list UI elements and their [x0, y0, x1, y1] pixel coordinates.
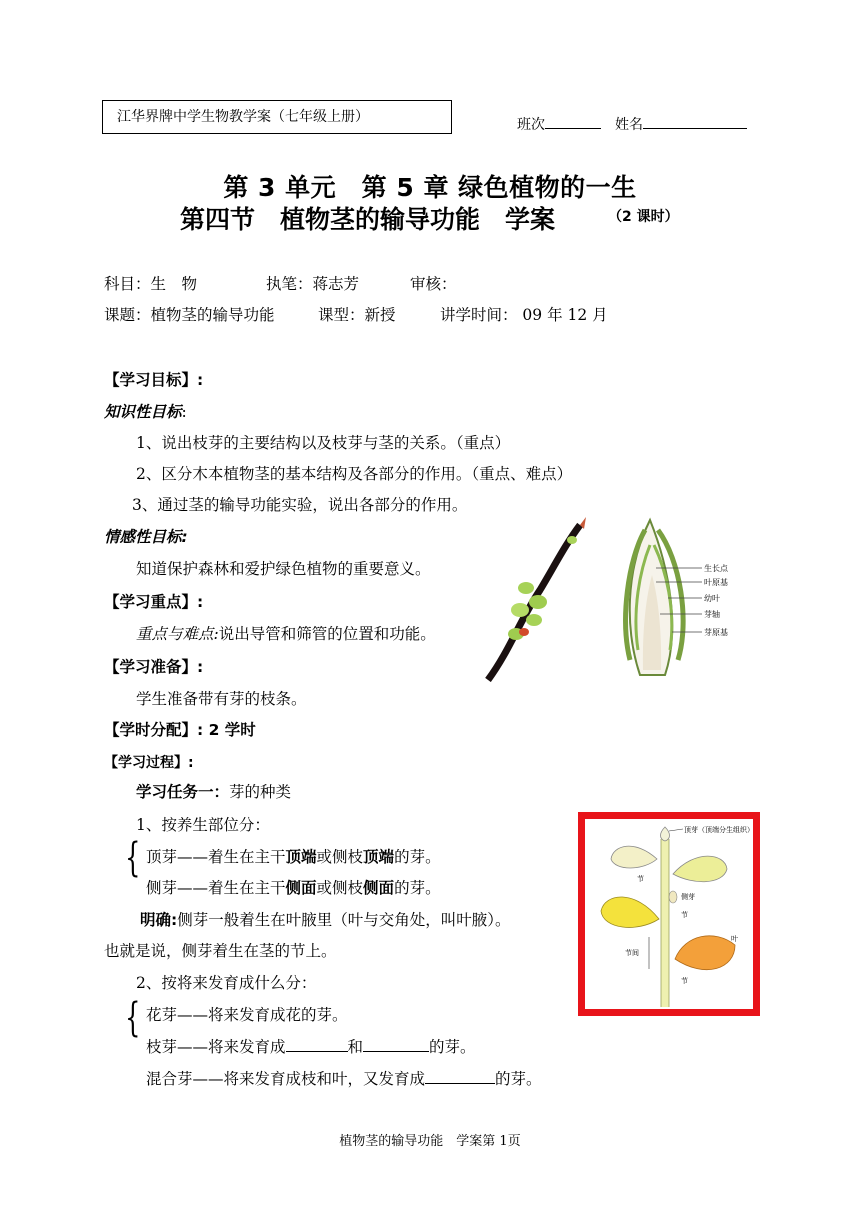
fig2-label-leaf: 叶 — [731, 935, 738, 943]
fig1-label-young-leaf: 幼叶 — [704, 594, 720, 603]
fig2-label-internode: 节间 — [625, 949, 639, 957]
brace-2: { — [125, 995, 141, 1041]
bud-side-c: 或侧枝 — [316, 879, 364, 897]
brace-1: { — [125, 835, 141, 881]
emotion-heading: 情感性目标: — [104, 528, 188, 546]
bud-top-b: 顶端 — [285, 848, 317, 866]
key-heading: 【学习重点】: — [104, 593, 204, 611]
meta-lesson-type: 课型：新授 — [318, 306, 396, 324]
class-label: 班次 — [517, 117, 545, 133]
page-footer: 植物茎的输导功能 学案第 1页 — [339, 1134, 521, 1149]
category-2: 2、按将来发育成什么分： — [136, 974, 317, 992]
class-blank — [545, 114, 601, 129]
fig1-label-bud-axis: 芽轴 — [704, 610, 720, 619]
meta-author: 执笔：蒋志芳 — [266, 275, 360, 293]
fig1-label-growing-point: 生长点 — [704, 564, 728, 573]
task1-text: 芽的种类 — [229, 783, 292, 801]
meta-subject: 科目：生 物 — [104, 275, 198, 293]
name-blank — [643, 114, 747, 129]
bud-top-e: 的芽。 — [394, 848, 441, 866]
bud-structure-figure — [480, 510, 752, 682]
time-heading: 【学时分配】: 2 学时 — [104, 721, 256, 739]
branch-blank-2 — [363, 1037, 429, 1052]
emotion-text: 知道保护森林和爱护绿色植物的重要意义。 — [136, 560, 431, 578]
clarify-text: 侧芽一般着生在叶腋里（叶与交角处，叫叶腋）。 — [177, 911, 511, 929]
branch-bud-a: 枝芽——将来发育成 — [146, 1038, 286, 1056]
stem-bud-svg — [585, 819, 753, 1009]
bud-side-a: 侧芽——着生在主干 — [146, 879, 286, 897]
mixed-bud-b: 的芽。 — [495, 1070, 542, 1088]
meta-reviewer: 审核： — [410, 275, 457, 293]
page-title-suffix: （2 课时） — [608, 209, 679, 225]
task1-label: 学习任务一： — [136, 783, 230, 801]
name-label: 姓名 — [615, 117, 643, 133]
school-header-box: 江华界牌中学生物教学案（七年级上册） — [102, 100, 452, 134]
page-title-line1: 第 3 单元 第 5 章 绿色植物的一生 — [223, 173, 637, 202]
bud-top-c: 或侧枝 — [316, 848, 364, 866]
fig2-label-side-bud: 侧芽 — [681, 893, 695, 901]
task1-line — [136, 780, 291, 802]
class-name-line — [517, 114, 747, 134]
goal-1: 1、说出枝芽的主要结构以及枝芽与茎的关系。（重点） — [136, 434, 511, 452]
fig1-label-leaf-primordium: 叶原基 — [704, 578, 728, 587]
branch-bud-c: 的芽。 — [429, 1038, 476, 1056]
flower-bud: 花芽——将来发育成花的芽。 — [146, 1006, 348, 1024]
bud-top-d: 顶端 — [363, 848, 395, 866]
knowledge-heading: 知识性目标 — [104, 403, 182, 421]
key-text: 说出导管和筛管的位置和功能。 — [218, 625, 436, 643]
bud-top-a: 顶芽——着生在主干 — [146, 848, 286, 866]
mixed-blank — [425, 1069, 495, 1084]
bud-side-line — [146, 876, 441, 898]
knowledge-colon: : — [181, 403, 187, 421]
clarify-line — [140, 908, 510, 930]
page-title-line2: 第四节 植物茎的输导功能 学案 — [180, 205, 556, 234]
goal-3: 3、通过茎的输导功能实验，说出各部分的作用。 — [132, 496, 468, 514]
fig2-label-node-1: 节 — [637, 875, 644, 883]
bud-side-b: 侧面 — [285, 879, 317, 897]
branch-blank-1 — [286, 1037, 348, 1052]
clarify-text-2: 也就是说，侧芽着生在茎的节上。 — [104, 942, 337, 960]
stem-bud-figure — [578, 812, 760, 1016]
category-1: 1、按养生部位分： — [136, 816, 270, 834]
key-label: 重点与难点: — [136, 625, 219, 643]
mixed-bud-line — [146, 1067, 542, 1089]
goal-2: 2、区分木本植物茎的基本结构及各部分的作用。（重点、难点） — [136, 465, 573, 483]
fig1-label-bud-primordium: 芽原基 — [704, 628, 728, 637]
knowledge-heading-line — [104, 400, 187, 422]
fig2-label-node-2: 节 — [681, 911, 688, 919]
bud-top-line — [146, 845, 441, 867]
prep-heading: 【学习准备】: — [104, 658, 204, 676]
fig2-label-node-3: 节 — [681, 977, 688, 985]
bud-structure-svg — [480, 510, 752, 682]
prep-text: 学生准备带有芽的枝条。 — [136, 690, 307, 708]
key-line — [136, 622, 436, 644]
goals-heading: 【学习目标】: — [104, 371, 204, 389]
fig2-label-top-bud: 顶芽（顶端分生组织） — [684, 826, 753, 834]
branch-bud-line — [146, 1035, 476, 1057]
process-heading: 【学习过程】: — [104, 755, 194, 771]
meta-time: 讲学时间： 09 年 12 月 — [440, 306, 608, 324]
mixed-bud-a: 混合芽——将来发育成枝和叶，又发育成 — [146, 1070, 426, 1088]
branch-bud-b: 和 — [347, 1038, 364, 1056]
clarify-label: 明确: — [140, 911, 178, 929]
bud-side-e: 的芽。 — [394, 879, 441, 897]
bud-side-d: 侧面 — [363, 879, 395, 897]
meta-topic: 课题：植物茎的输导功能 — [104, 306, 275, 324]
